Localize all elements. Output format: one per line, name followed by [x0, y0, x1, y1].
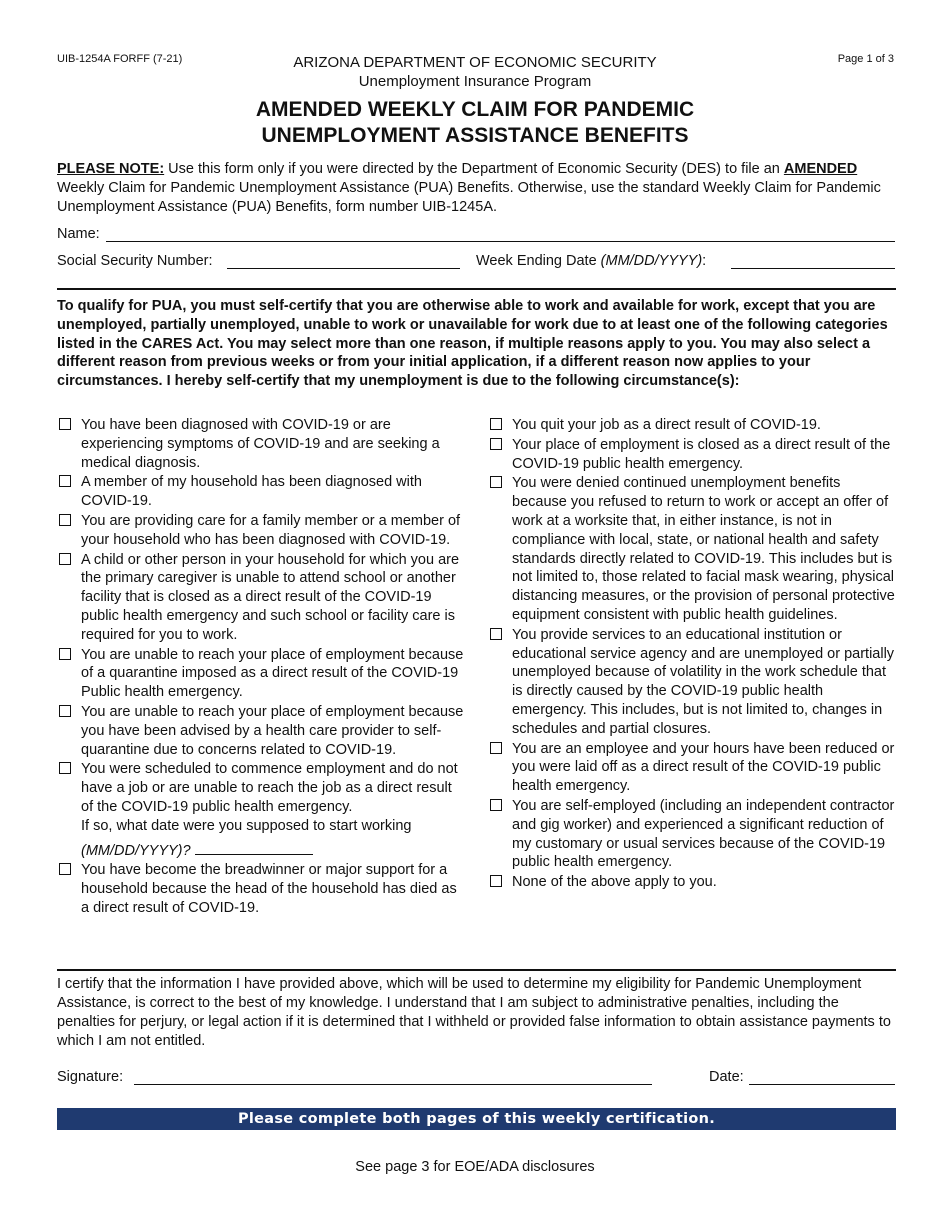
- checkbox[interactable]: [490, 799, 502, 811]
- qualification-statement: To qualify for PUA, you must self-certify that you are otherwise able to work and available for work, except that you are unemployed, partially unemployed, unable to work or unavailable for work due to at least one of the following categories listed in the CARES Act. You may select more than one reason, if multiple reasons apply to you. You may also select a different reason from previous weeks or from your initial application, if a different reason now applies to your circumstances. I hereby self-certify that my unemployment is due to the following circumstance(s):: [57, 298, 888, 390]
- list-item: [488, 436, 898, 474]
- list-item: [57, 473, 467, 511]
- signature-label: Signature:: [57, 1069, 124, 1085]
- form-code: UIB-1254A FORFF (7-21): [57, 53, 183, 65]
- item-text: None of the above apply to you.: [512, 874, 717, 891]
- program-name: Unemployment Insurance Program: [358, 73, 592, 90]
- list-item: [57, 646, 467, 702]
- checkbox[interactable]: [59, 648, 71, 660]
- checkbox[interactable]: [59, 553, 71, 565]
- item-text: You were scheduled to commence employment and do not have a job or are unable to reach the job as a direct result of the COVID-19 public health emergency.: [81, 761, 458, 815]
- left-circumstances-column: [57, 416, 467, 918]
- divider-top: [57, 288, 896, 290]
- name-input-line[interactable]: [106, 241, 895, 242]
- item-text: You are self-employed (including an independent contractor and gig worker) and experienced a significant reduction of my customary or usual services because of the COVID-19 public health emergency.: [512, 797, 895, 871]
- checkbox[interactable]: [490, 438, 502, 450]
- page-number: Page 1 of 3: [837, 53, 894, 65]
- list-item: [488, 873, 898, 892]
- item-text: A child or other person in your household for which you are the primary caregiver is unable to attend school or another facility that is closed as a direct result of the COVID-19 public health emergency and such school or facility care is required for you to work.: [81, 551, 460, 643]
- list-item: [57, 512, 467, 550]
- list-item: [57, 760, 467, 860]
- divider-bottom: [57, 969, 896, 971]
- signature-input-line[interactable]: [134, 1084, 652, 1085]
- date-input-line[interactable]: [749, 1084, 895, 1085]
- checkbox[interactable]: [59, 418, 71, 430]
- item-text: You have become the breadwinner or major support for a household because the head of the household has died as a direct result of COVID-19.: [81, 862, 457, 916]
- checkbox[interactable]: [490, 628, 502, 640]
- ssn-label: Social Security Number:: [57, 253, 213, 269]
- checkbox[interactable]: [490, 875, 502, 887]
- item-text: Your place of employment is closed as a direct result of the COVID-19 public health emergency.: [512, 436, 891, 472]
- amended-label: AMENDED: [783, 161, 858, 177]
- item-text: You provide services to an educational institution or educational service agency and are unemployed or partially unemployed because of volatility in the work schedule that is directly caused by the COVID-19 public health emergency. This includes, but is not limited to, changes in schedules and partial closures.: [512, 626, 895, 737]
- checkbox[interactable]: [490, 418, 502, 430]
- list-item: [488, 740, 898, 796]
- list-item: [57, 861, 467, 917]
- certification-statement: I certify that the information I have provided above, which will be used to determine my eligibility for Pandemic Unemployment Assistance, is correct to the best of my knowledge. I understand that I am subject to administrative penalties, including the penalties for perjury, or legal action if it is determined that I withheld or provided false information to obtain assistance payments to which I am not entitled.: [57, 976, 891, 1049]
- start-date-format: (MM/DD/YYYY)?: [81, 842, 191, 859]
- start-date-input-line[interactable]: [195, 854, 313, 855]
- ssn-input-line[interactable]: [227, 268, 460, 269]
- list-item: [488, 797, 898, 872]
- checkbox[interactable]: [59, 705, 71, 717]
- name-label: Name:: [57, 226, 100, 242]
- please-note: [57, 160, 897, 217]
- week-ending-text: Week Ending Date: [476, 253, 601, 269]
- right-circumstances-column: [488, 416, 898, 892]
- form-title-line2: UNEMPLOYMENT ASSISTANCE BENEFITS: [261, 124, 689, 147]
- item-text: You are providing care for a family member or a member of your household who has been diagnosed with COVID-19.: [81, 512, 461, 548]
- item-text: You are an employee and your hours have been reduced or you were laid off as a direct result of the COVID-19 public health emergency.: [512, 740, 895, 795]
- note-text-1: Use this form only if you were directed by the Department of Economic Security (DES) to file an: [164, 161, 784, 177]
- checkbox[interactable]: [490, 742, 502, 754]
- list-item: [488, 626, 898, 739]
- start-date-question: If so, what date were you supposed to start working: [81, 817, 412, 834]
- form-title: [0, 97, 950, 149]
- item-text: You were denied continued unemployment benefits because you refused to return to work or accept an offer of work at a worksite that, in either instance, is not in compliance with local, state, or national health and safety standards directly related to COVID-19. This includes but is not limited to, those related to facial mask wearing, physical distancing measures, or the provision of personal protective equipment consistent with public health guidelines.: [512, 475, 895, 623]
- completion-banner: Please complete both pages of this weekly certification.: [57, 1108, 896, 1130]
- item-text: You quit your job as a direct result of COVID-19.: [512, 417, 821, 433]
- item-text: A member of my household has been diagnosed with COVID-19.: [81, 474, 422, 510]
- checkbox[interactable]: [490, 476, 502, 488]
- checkbox[interactable]: [59, 514, 71, 526]
- date-label: Date:: [709, 1069, 744, 1085]
- list-item: [57, 551, 467, 645]
- week-ending-colon: :: [702, 253, 707, 269]
- week-ending-input-line[interactable]: [731, 268, 895, 269]
- list-item: [488, 474, 898, 624]
- checkbox[interactable]: [59, 762, 71, 774]
- item-text: You are unable to reach your place of employment because of a quarantine imposed as a direct result of the COVID-19 Public health emergency.: [81, 646, 464, 701]
- note-text-2: Weekly Claim for Pandemic Unemployment Assistance (PUA) Benefits. Otherwise, use the standard Weekly Claim for Pandemic Unemployment Assistance (PUA) Benefits, form number UIB-1245A.: [57, 180, 881, 215]
- agency-header: [0, 53, 950, 91]
- checkbox[interactable]: [59, 475, 71, 487]
- week-ending-label: [476, 253, 706, 269]
- week-ending-format: (MM/DD/YYYY): [600, 253, 703, 269]
- list-item: [57, 416, 467, 472]
- please-note-label: PLEASE NOTE:: [57, 161, 165, 177]
- list-item: [57, 703, 467, 759]
- checkbox[interactable]: [59, 863, 71, 875]
- start-date-row: [81, 842, 467, 861]
- footer-disclosure: See page 3 for EOE/ADA disclosures: [355, 1159, 595, 1175]
- agency-name: ARIZONA DEPARTMENT OF ECONOMIC SECURITY: [293, 54, 657, 71]
- list-item: [488, 416, 898, 435]
- form-title-line1: AMENDED WEEKLY CLAIM FOR PANDEMIC: [255, 98, 695, 121]
- item-text: You are unable to reach your place of employment because you have been advised by a health care provider to self-quarantine due to concerns related to COVID-19.: [81, 703, 464, 758]
- item-text: You have been diagnosed with COVID-19 or are experiencing symptoms of COVID-19 and are seeking a medical diagnosis.: [81, 417, 440, 471]
